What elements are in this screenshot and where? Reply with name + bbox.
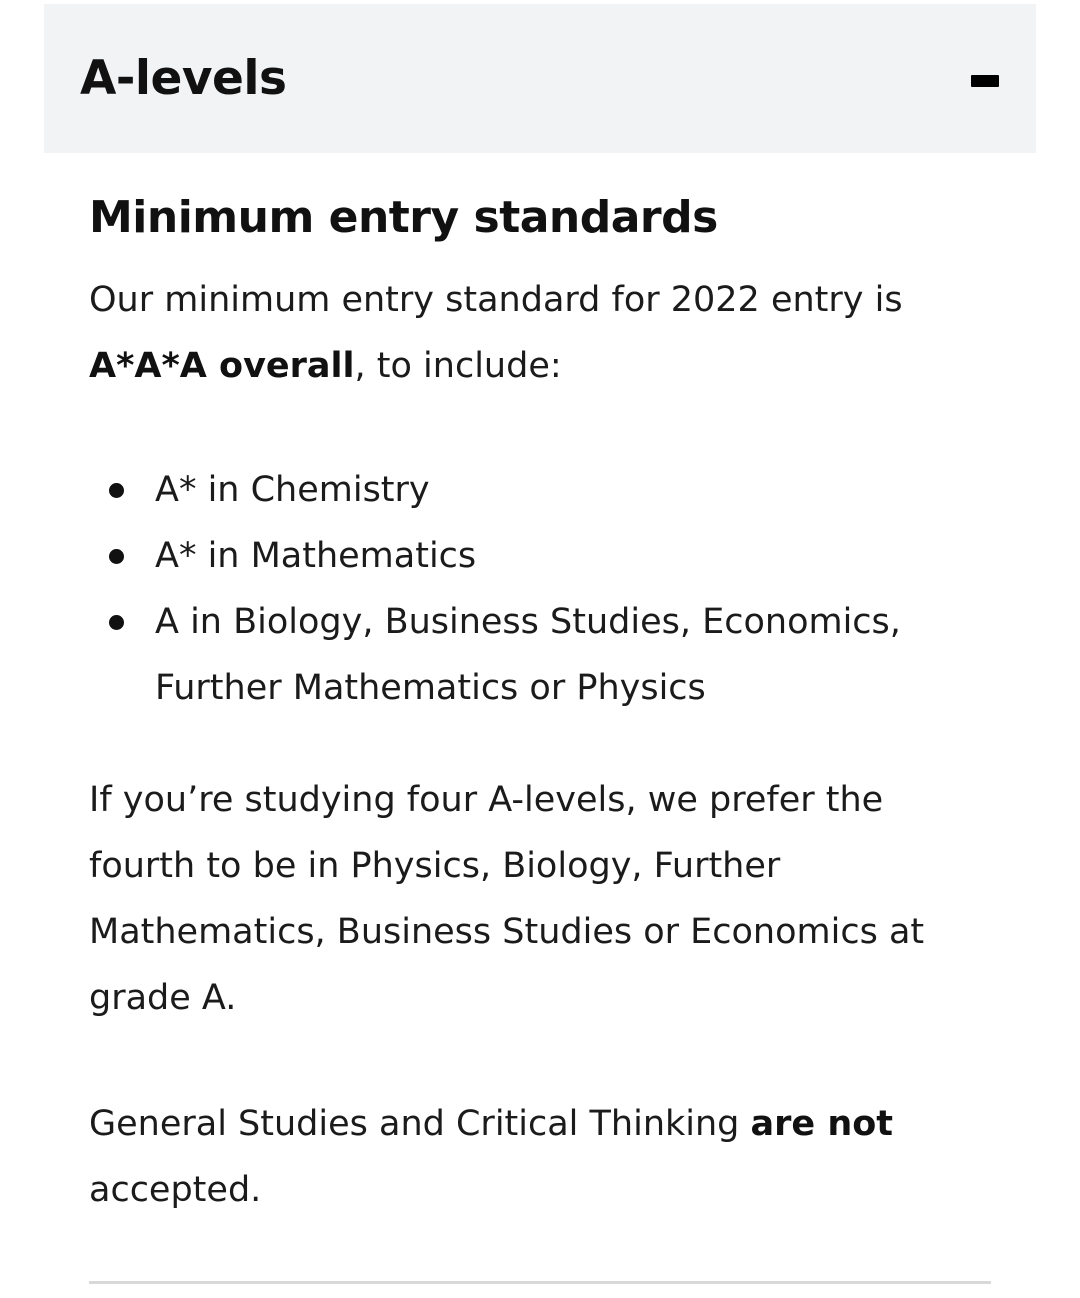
not-accepted-paragraph [89,1091,989,1223]
bullet-icon [109,549,124,564]
intro-rest: , to include: [354,346,562,386]
accordion-title: A-levels [80,51,287,106]
minus-icon[interactable] [971,75,999,87]
bullet-icon [109,615,124,630]
intro-text: Our minimum entry standard for 2022 entry is [89,280,903,320]
intro-paragraph [89,267,903,399]
accordion-header-a-levels[interactable] [44,4,1036,153]
list-item [89,523,969,589]
divider [89,1281,991,1284]
accordion-content [89,190,1009,1210]
list-item-text: A* in Chemistry [155,470,430,510]
not-accepted-emphasis: are not [750,1104,894,1144]
requirements-list [89,457,969,721]
list-item-text: A in Biology, Business Studies, Economics, Further Mathematics or Physics [155,602,901,708]
section-heading: Minimum entry standards [89,192,718,243]
not-accepted-suffix: accepted. [89,1170,262,1210]
bullet-icon [109,483,124,498]
four-alevels-paragraph: If you’re studying four A-levels, we prefer the fourth to be in Physics, Biology, Further Mathematics, Business Studies or Economics at grade A. [89,780,925,1018]
grade-requirement: A*A*A overall [89,346,355,386]
not-accepted-text: General Studies and Critical Thinking [89,1104,751,1144]
list-item [89,457,969,523]
list-item-text: A* in Mathematics [155,536,477,576]
list-item [89,589,969,721]
